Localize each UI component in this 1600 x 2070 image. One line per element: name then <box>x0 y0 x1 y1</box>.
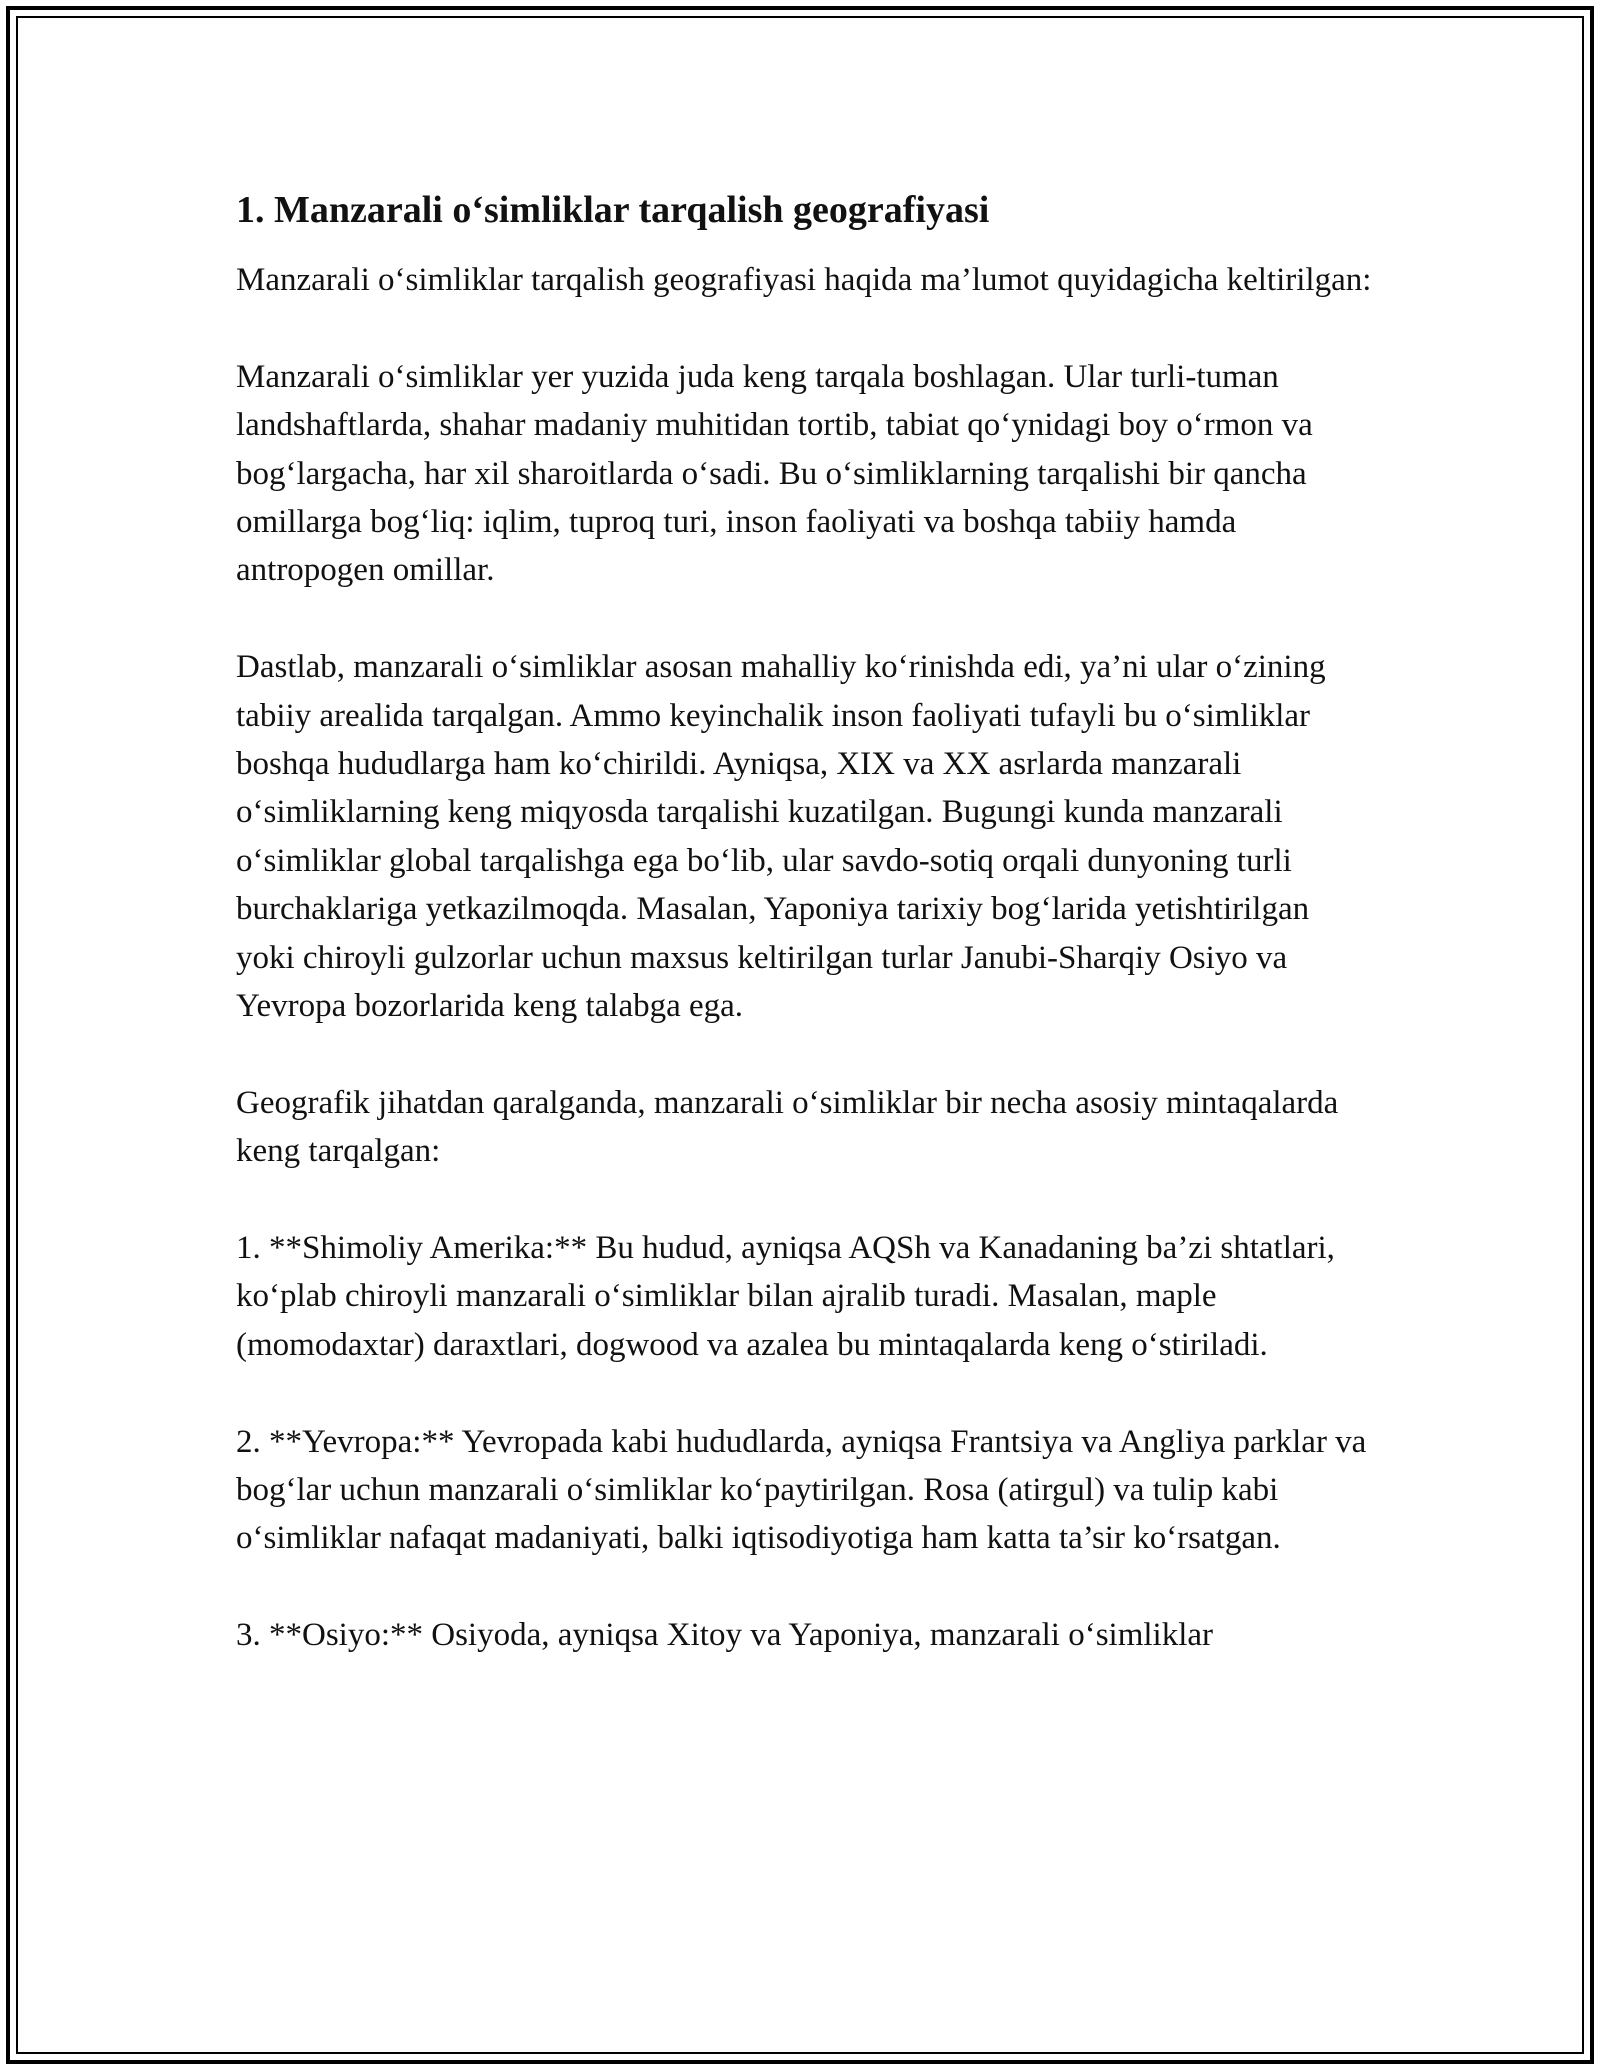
document-body <box>236 186 1376 1708</box>
list-item-europe: 2. **Yevropa:** Yevropada kabi hududlarda, ayniqsa Frantsiya va Angliya parklar va bog‘lar uchun manzarali o‘simliklar ko‘paytirilgan. Rosa (atirgul) va tulip kabi o‘simliklar nafaqat madaniyati, balki iqtisodiyotiga ham katta ta’sir ko‘rsatgan. <box>236 1423 1375 1557</box>
section-heading: 1. Manzarali o‘simliklar tarqalish geografiyasi <box>236 189 990 231</box>
list-item-asia: 3. **Osiyo:** Osiyoda, ayniqsa Xitoy va Yaponiya, manzarali o‘simliklar <box>236 1617 1214 1654</box>
intro-paragraph: Manzarali o‘simliklar tarqalish geografiyasi haqida ma’lumot quyidagicha keltirilgan: <box>236 262 1372 298</box>
history-paragraph: Dastlab, manzarali o‘simliklar asosan mahalliy ko‘rinishda edi, ya’ni ular o‘zining tabiiy arealida tarqalgan. Ammo keyinchalik inson faoliyati tufayli bu o‘simliklar boshqa hududlarga ham ko‘chirildi. Ayniqsa, XIX va XX asrlarda manzarali o‘simliklarning keng miqyosda tarqalishi kuzatilgan. Bugungi kunda manzarali o‘simliklar global tarqalishga ega bo‘lib, ular savdo-sotiq orqali dunyoning turli burchaklariga yetkazilmoqda. Masalan, Yaponiya tarixiy bog‘larida yetishtirilgan yoki chiroyli gulzorlar uchun maxsus keltirilgan turlar Janubi-Sharqiy Osiyo va Yevropa bozorlarida keng talabga ega. <box>236 649 1334 1025</box>
regions-intro-paragraph: Geografik jihatdan qaralganda, manzarali o‘simliklar bir necha asosiy mintaqalarda keng tarqalgan: <box>236 1084 1347 1170</box>
spread-paragraph: Manzarali o‘simliklar yer yuzida juda keng tarqala boshlagan. Ular turli-tuman landshaftlarda, shahar madaniy muhitidan tortib, tabiat qo‘ynidagi boy o‘rmon va bog‘largacha, har xil sharoitlarda o‘sadi. Bu o‘simliklarning tarqalishi bir qancha omillarga bog‘liq: iqlim, tuproq turi, inson faoliyati va boshqa tabiiy hamda antropogen omillar. <box>236 358 1322 589</box>
list-item-north-america: 1. **Shimoliy Amerika:** Bu hudud, ayniqsa AQSh va Kanadaning ba’zi shtatlari, ko‘plab chiroyli manzarali o‘simliklar bilan ajralib turadi. Masalan, maple (momodaxtar) daraxtlari, dogwood va azalea bu mintaqalarda keng o‘stiriladi. <box>236 1230 1344 1363</box>
